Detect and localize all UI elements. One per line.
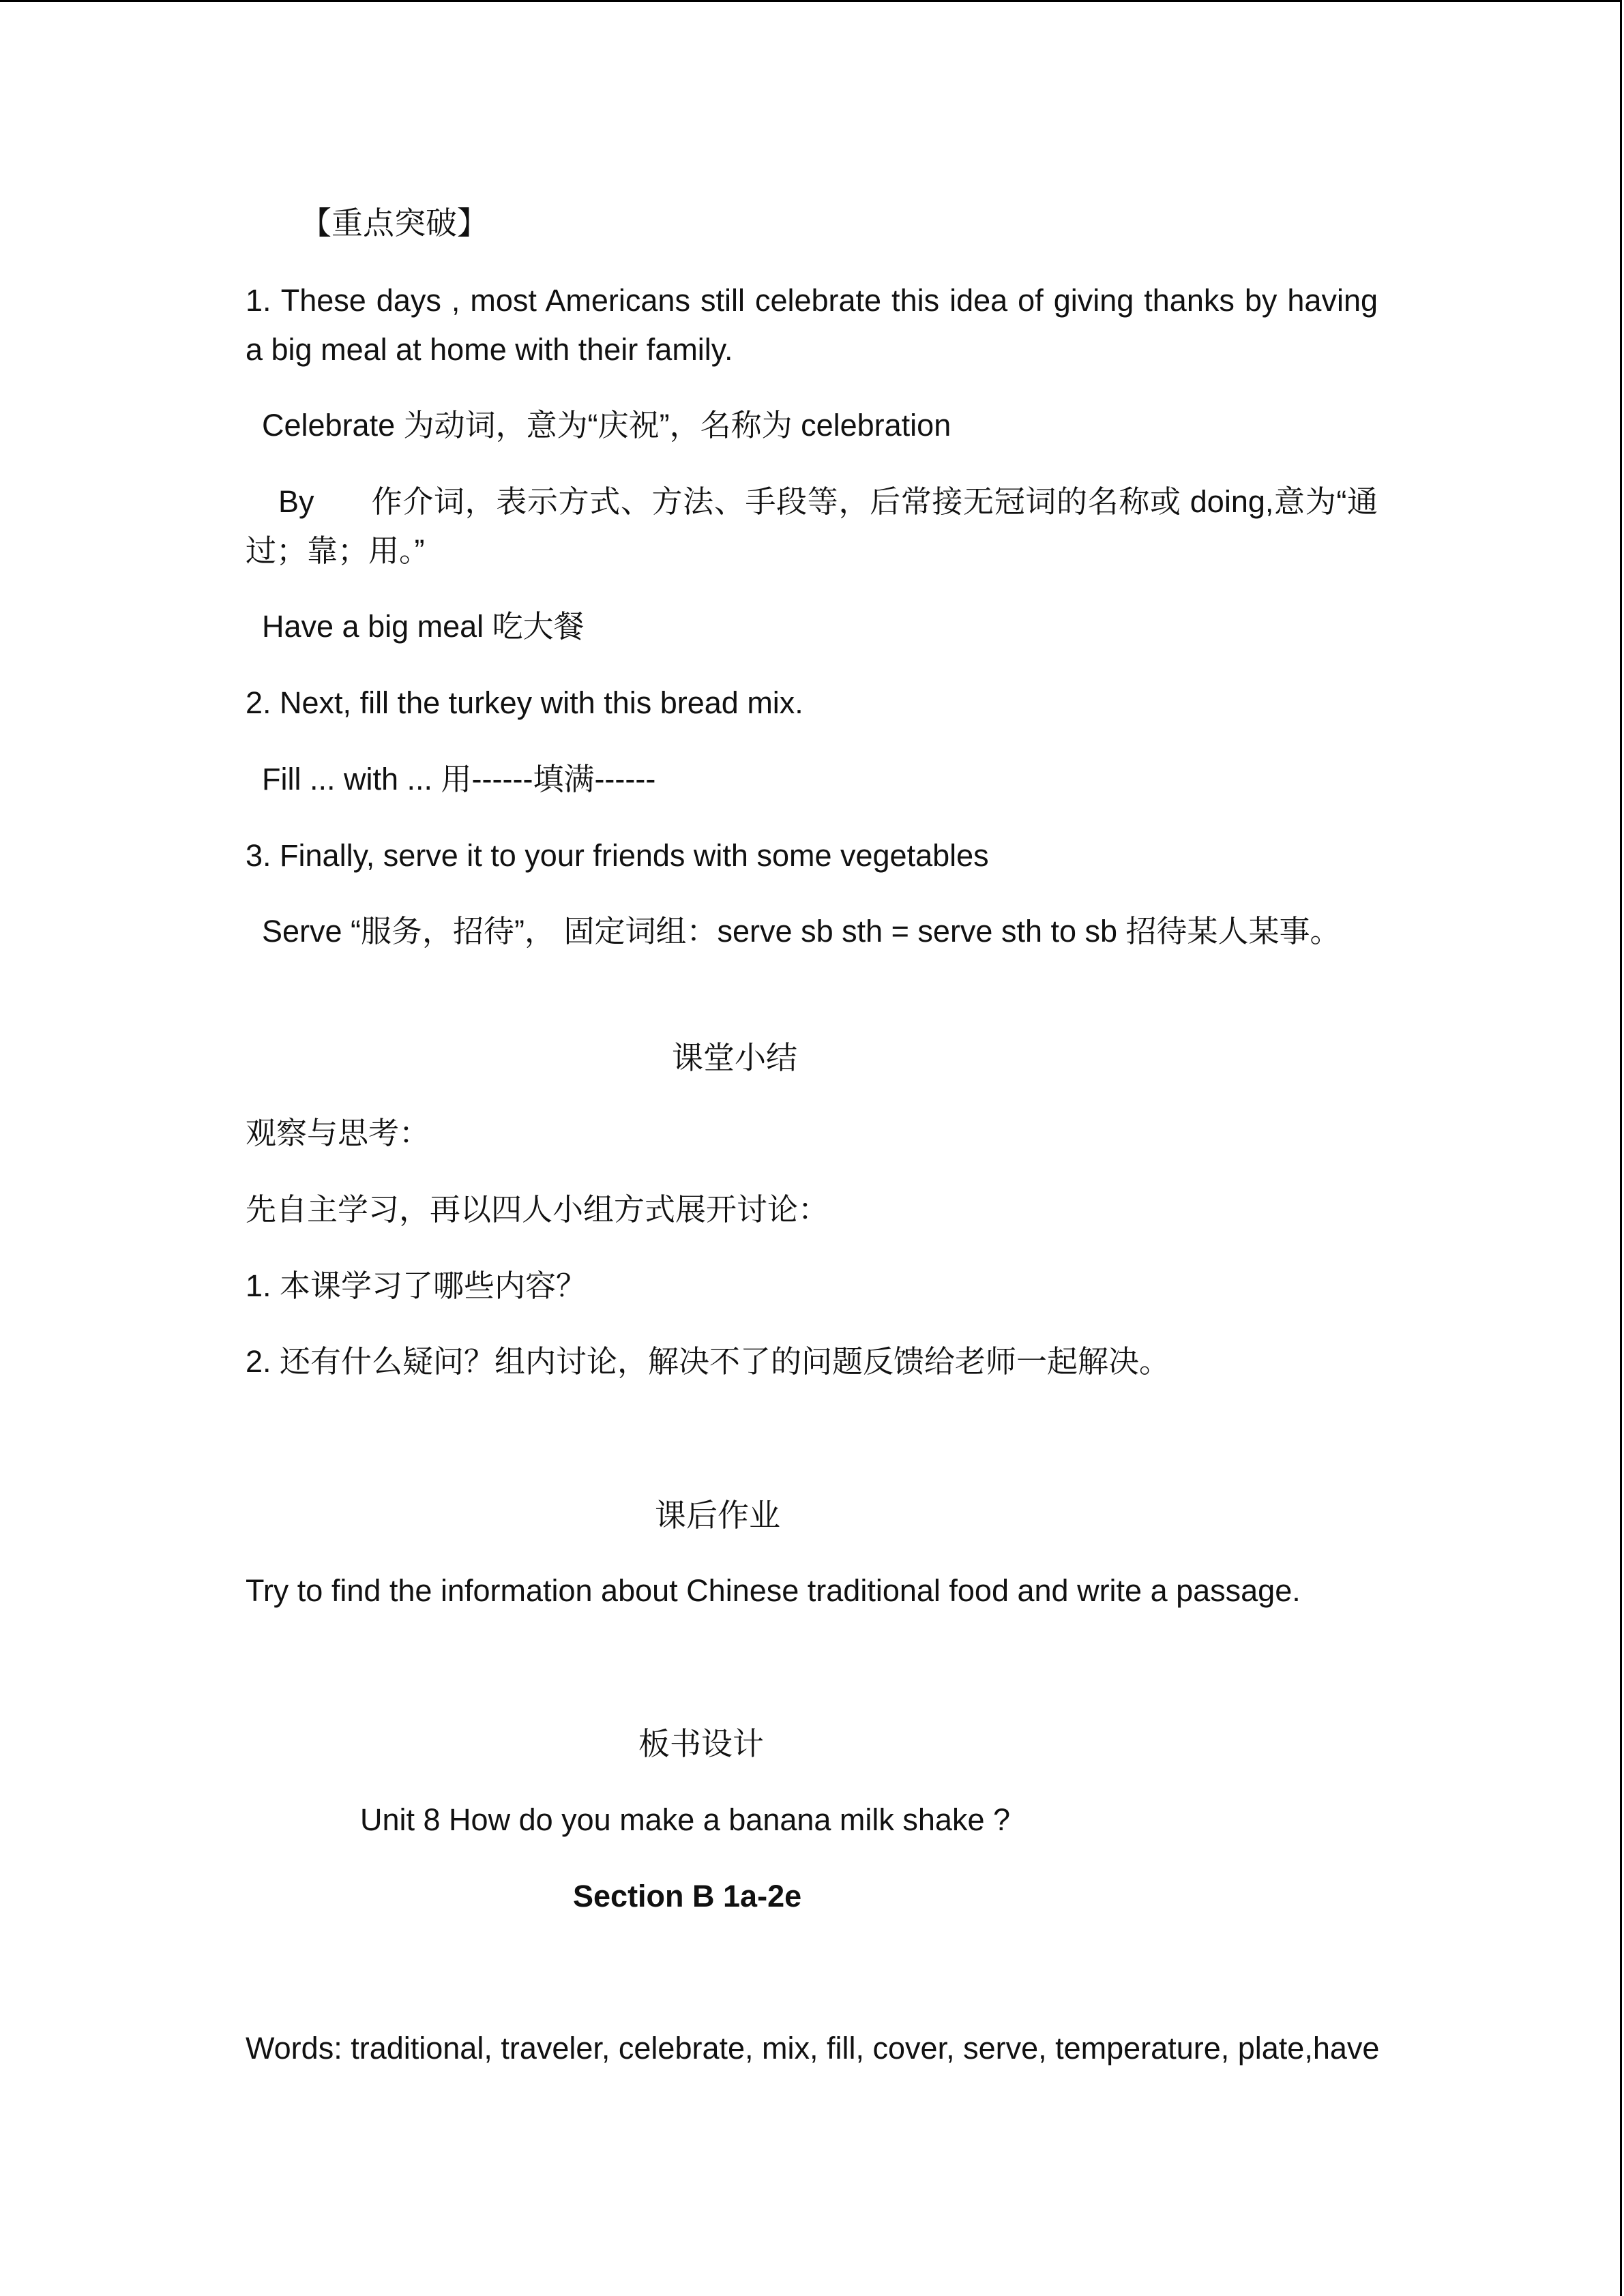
key-point-1-note-meal: Have a big meal 吃大餐 [262, 609, 585, 644]
key-point-2-sentence: 2. Next, fill the turkey with this bread mix. [246, 685, 803, 720]
homework-heading: 课后作业 [655, 1497, 780, 1534]
homework-task: Try to find the information about Chinese traditional food and write a passage. [246, 1573, 1301, 1608]
key-point-3-note: Serve “服务，招待”， 固定词组：serve sb sth = serve sth to sb 招待某人某事。 [262, 914, 1341, 949]
key-point-2-note: Fill ... with ... 用------填满------ [262, 762, 656, 796]
key-point-3-sentence: 3. Finally, serve it to your friends with some vegetables [246, 838, 989, 873]
summary-question-2: 2. 还有什么疑问？组内讨论，解决不了的问题反馈给老师一起解决。 [246, 1344, 1170, 1379]
board-heading: 板书设计 [638, 1725, 764, 1762]
board-unit-title: Unit 8 How do you make a banana milk shake ? [360, 1802, 1011, 1837]
board-section: Section B 1a-2e [573, 1879, 802, 1913]
summary-question-1: 1. 本课学习了哪些内容？ [246, 1268, 587, 1303]
summary-heading: 课堂小结 [672, 1039, 797, 1076]
summary-method: 先自主学习，再以四人小组方式展开讨论： [246, 1191, 829, 1227]
summary-observe: 观察与思考： [246, 1115, 430, 1151]
key-point-1-note-by [246, 477, 1378, 576]
key-point-1-note-celebrate: Celebrate 为动词，意为“庆祝”，名称为 celebration [262, 408, 951, 443]
board-words: Words: traditional, traveler, celebrate, mix, fill, cover, serve, temperature, plate,have [246, 2031, 1380, 2066]
key-points-heading: 【重点突破】 [300, 205, 488, 241]
key-point-1-sentence: 1. These days , most Americans still celebrate this idea of giving thanks by having a big meal at home with their family. [246, 283, 1378, 367]
by-word: By [278, 484, 314, 519]
by-explanation: 作介词，表示方式、方法、手段等，后常接无冠词的名称或 doing,意为“通过；靠；用。” [246, 484, 1378, 568]
